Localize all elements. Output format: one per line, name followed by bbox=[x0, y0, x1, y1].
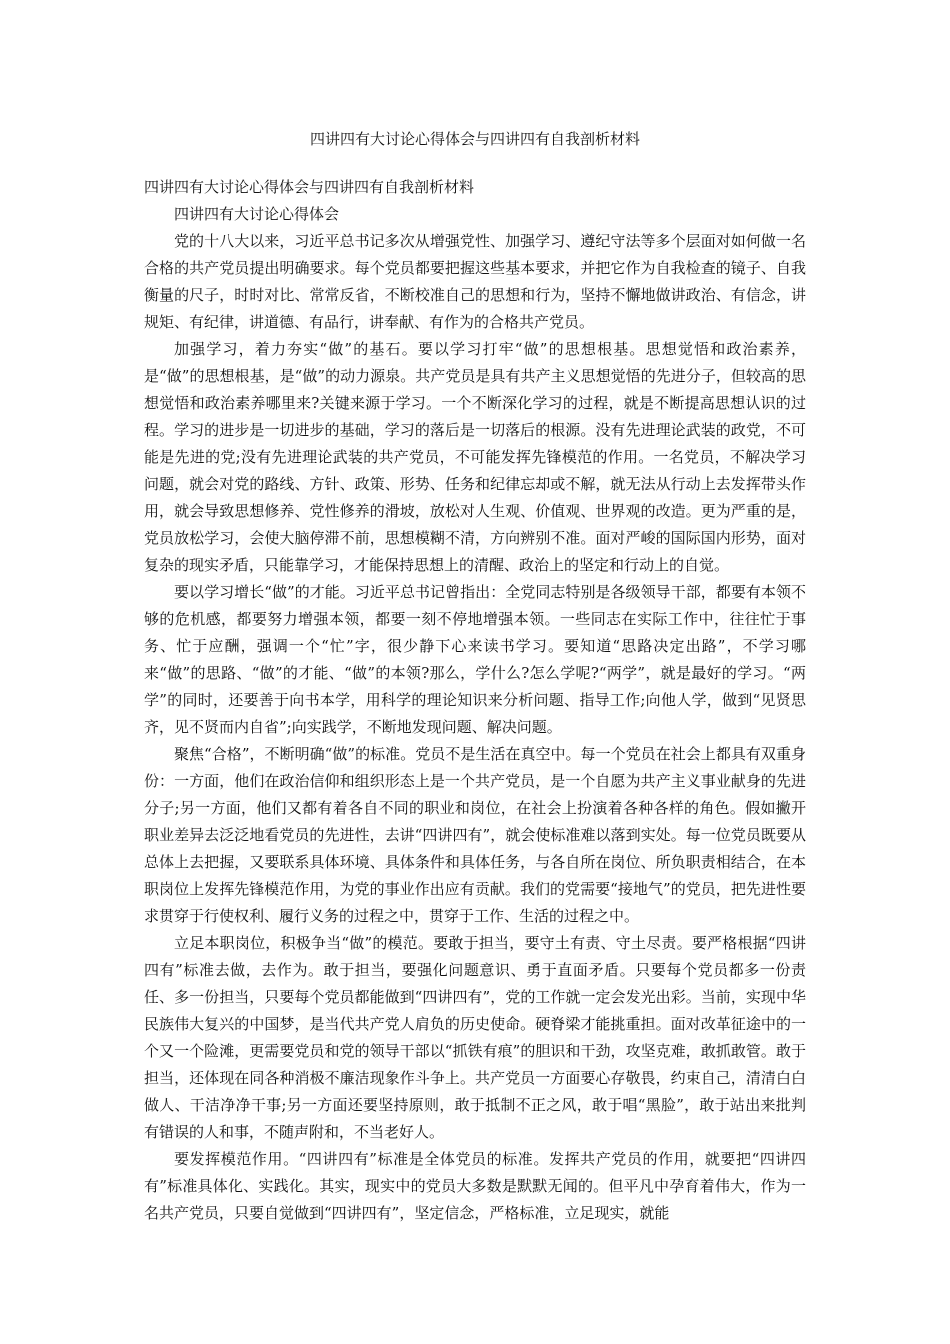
paragraph-study-foundation: 加强学习，着力夯实“做”的基石。要以学习打牢“做”的思想根基。思想觉悟和政治素养，是“做”的思想根基，是“做”的动力源泉。共产党员是具有共产主义思想觉悟的先进分子，但较高的思想觉悟和政治素养哪里来?关键来源于学习。一个不断深化学习的过程，就是不断提高思想认识的过程。学习的进步是一切进步的基础，学习的落后是一切落后的根源。没有先进理论武装的政党，不可能是先进的党;没有先进理论武装的共产党员，不可能发挥先锋模范的作用。一名党员，不解决学习问题，就会对党的路线、方针、政策、形势、任务和纪律忘却或不解，就无法从行动上去发挥带头作用，就会导致思想修养、党性修养的滑坡，放松对人生观、价值观、世界观的改造。更为严重的是，党员放松学习，会使大脑停滞不前，思想模糊不清，方向辨别不准。面对严峻的国际国内形势，面对复杂的现实矛盾，只能靠学习，才能保持思想上的清醒、政治上的坚定和行动上的自觉。 bbox=[144, 340, 806, 574]
document-heading: 四讲四有大讨论心得体会与四讲四有自我剖析材料 bbox=[144, 178, 475, 196]
document-body bbox=[144, 174, 806, 1227]
paragraph-exemplary-role: 要发挥模范作用。“四讲四有”标准是全体党员的标准。发挥共产党员的作用，就要把“四讲四有”标准具体化、实践化。其实，现实中的党员大多数是默默无闻的。但平凡中孕育着伟大，作为一名共产党员，只要自觉做到“四讲四有”，坚定信念，严格标准，立足现实，就能 bbox=[144, 1150, 806, 1222]
paragraph-intro: 党的十八大以来，习近平总书记多次从增强党性、加强学习、遵纪守法等多个层面对如何做一名合格的共产党员提出明确要求。每个党员都要把握这些基本要求，并把它作为自我检查的镜子、自我衡量的尺子，时时对比、常常反省，不断校准自己的思想和行为，坚持不懈地做讲政治、有信念，讲规矩、有纪律，讲道德、有品行，讲奉献、有作为的合格共产党员。 bbox=[144, 232, 806, 331]
document-subheading: 四讲四有大讨论心得体会 bbox=[174, 205, 340, 223]
document-title: 四讲四有大讨论心得体会与四讲四有自我剖析材料 bbox=[309, 130, 640, 148]
paragraph-post-model: 立足本职岗位，积极争当“做”的模范。要敢于担当，要守土有责、守土尽责。要严格根据“四讲四有”标准去做，去作为。敢于担当，要强化问题意识、勇于直面矛盾。只要每个党员都多一份责任、多一份担当，只要每个党员都能做到“四讲四有”，党的工作就一定会发光出彩。当前，实现中华民族伟大复兴的中国梦，是当代共产党人肩负的历史使命。硬脊梁才能挑重担。面对改革征途中的一个又一个险滩，更需要党员和党的领导干部以“抓铁有痕”的胆识和干劲，攻坚克难，敢抓敢管。敢于担当，还体现在同各种消极不廉洁现象作斗争上。共产党员一方面要心存敬畏，约束自己，清清白白做人、干洁净净干事;另一方面还要坚持原则，敢于抵制不正之风，敢于唱“黑脸”，敢于站出来批判有错误的人和事，不随声附和，不当老好人。 bbox=[144, 934, 806, 1141]
paragraph-study-ability: 要以学习增长“做”的才能。习近平总书记曾指出：全党同志特别是各级领导干部，都要有本领不够的危机感，都要努力增强本领，都要一刻不停地增强本领。一些同志在实际工作中，往往忙于事务、忙于应酬，强调一个“忙”字，很少静下心来读书学习。要知道“思路决定出路”，不学习哪来“做”的思路、“做”的才能、“做”的本领?那么，学什么?怎么学呢?“两学”，就是最好的学习。“两学”的同时，还要善于向书本学，用科学的理论知识来分析问题、指导工作;向他人学，做到“见贤思齐，见不贤而内自省”;向实践学，不断地发现问题、解决问题。 bbox=[144, 583, 806, 736]
paragraph-qualified-standard: 聚焦“合格”，不断明确“做”的标准。党员不是生活在真空中。每一个党员在社会上都具有双重身份：一方面，他们在政治信仰和组织形态上是一个共产党员，是一个自愿为共产主义事业献身的先进分子;另一方面，他们又都有着各自不同的职业和岗位，在社会上扮演着各种各样的角色。假如撇开职业差异去泛泛地看党员的先进性，去讲“四讲四有”，就会使标准难以落到实处。每一位党员既要从总体上去把握，又要联系具体环境、具体条件和具体任务，与各自所在岗位、所负职责相结合，在本职岗位上发挥先锋模范作用，为党的事业作出应有贡献。我们的党需要“接地气”的党员，把先进性要求贯穿于行使权利、履行义务的过程之中，贯穿于工作、生活的过程之中。 bbox=[144, 745, 806, 925]
